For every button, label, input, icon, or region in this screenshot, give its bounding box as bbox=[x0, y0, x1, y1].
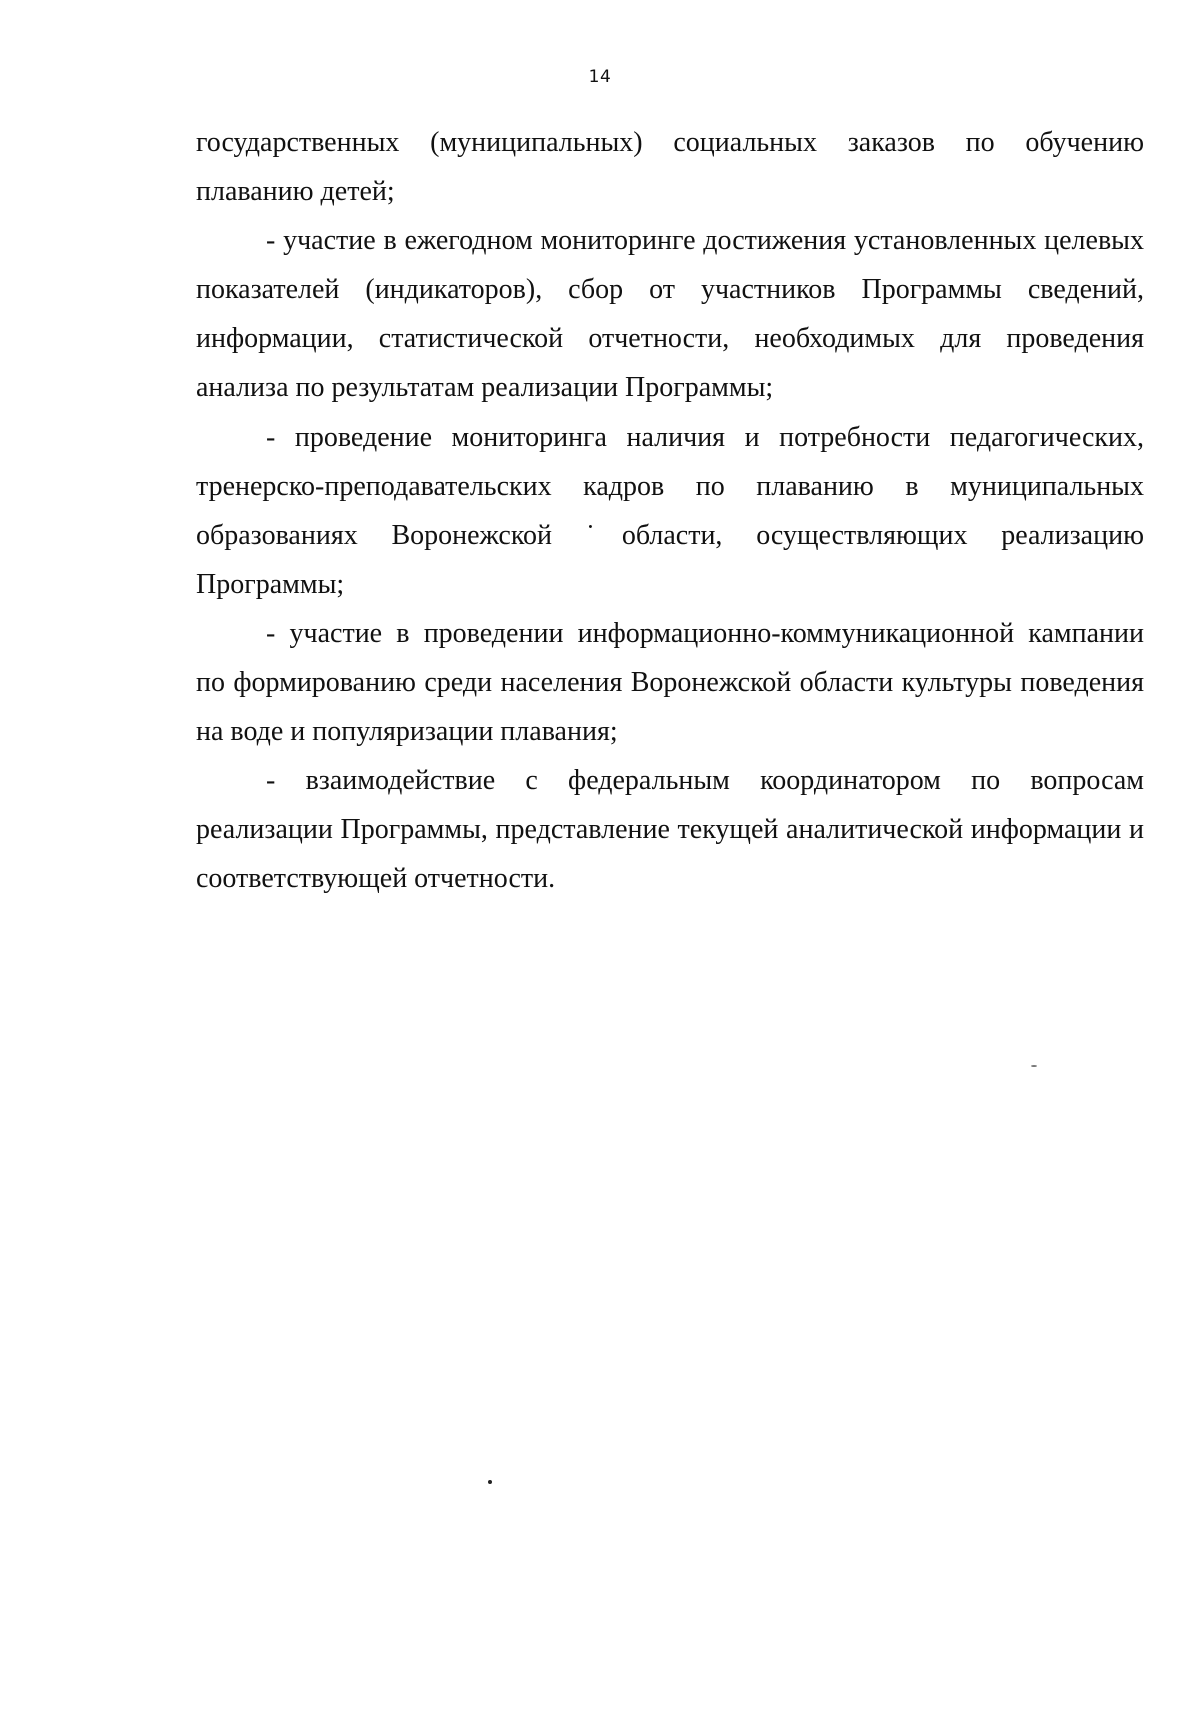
paragraph-info-campaign: - участие в проведении информационно-коммуникационной кампании по формированию среди населения Воронежской области культуры поведения на воде и популяризации плавания; bbox=[196, 617, 1144, 748]
paragraph-staff-monitoring: - проведение мониторинга наличия и потребности педагогических, тренерско-преподавательских кадров по плаванию в муниципальных образованиях Воронежской ˙области, осуществляющих реализацию Программы; bbox=[196, 421, 1144, 600]
paragraph-monitoring: - участие в ежегодном мониторинге достижения установленных целевых показателей (индикаторов), сбор от участников Программы сведений, информации, статистической отчетности, необходимых для проведения анализа по результатам реализации Программы; bbox=[196, 225, 1144, 404]
paragraph-coordinator-interaction: - взаимодействие с федеральным координатором по вопросам реализации Программы, представление текущей аналитической информации и соответствующей отчетности. bbox=[196, 765, 1144, 895]
scan-artifact-dot bbox=[488, 1480, 492, 1484]
document-body bbox=[196, 118, 1144, 904]
paragraph-intro-continuation: государственных (муниципальных) социальных заказов по обучению плаванию детей; bbox=[196, 127, 1144, 208]
scan-artifact-mark bbox=[1031, 1065, 1037, 1067]
page-number: 14 bbox=[588, 67, 612, 87]
